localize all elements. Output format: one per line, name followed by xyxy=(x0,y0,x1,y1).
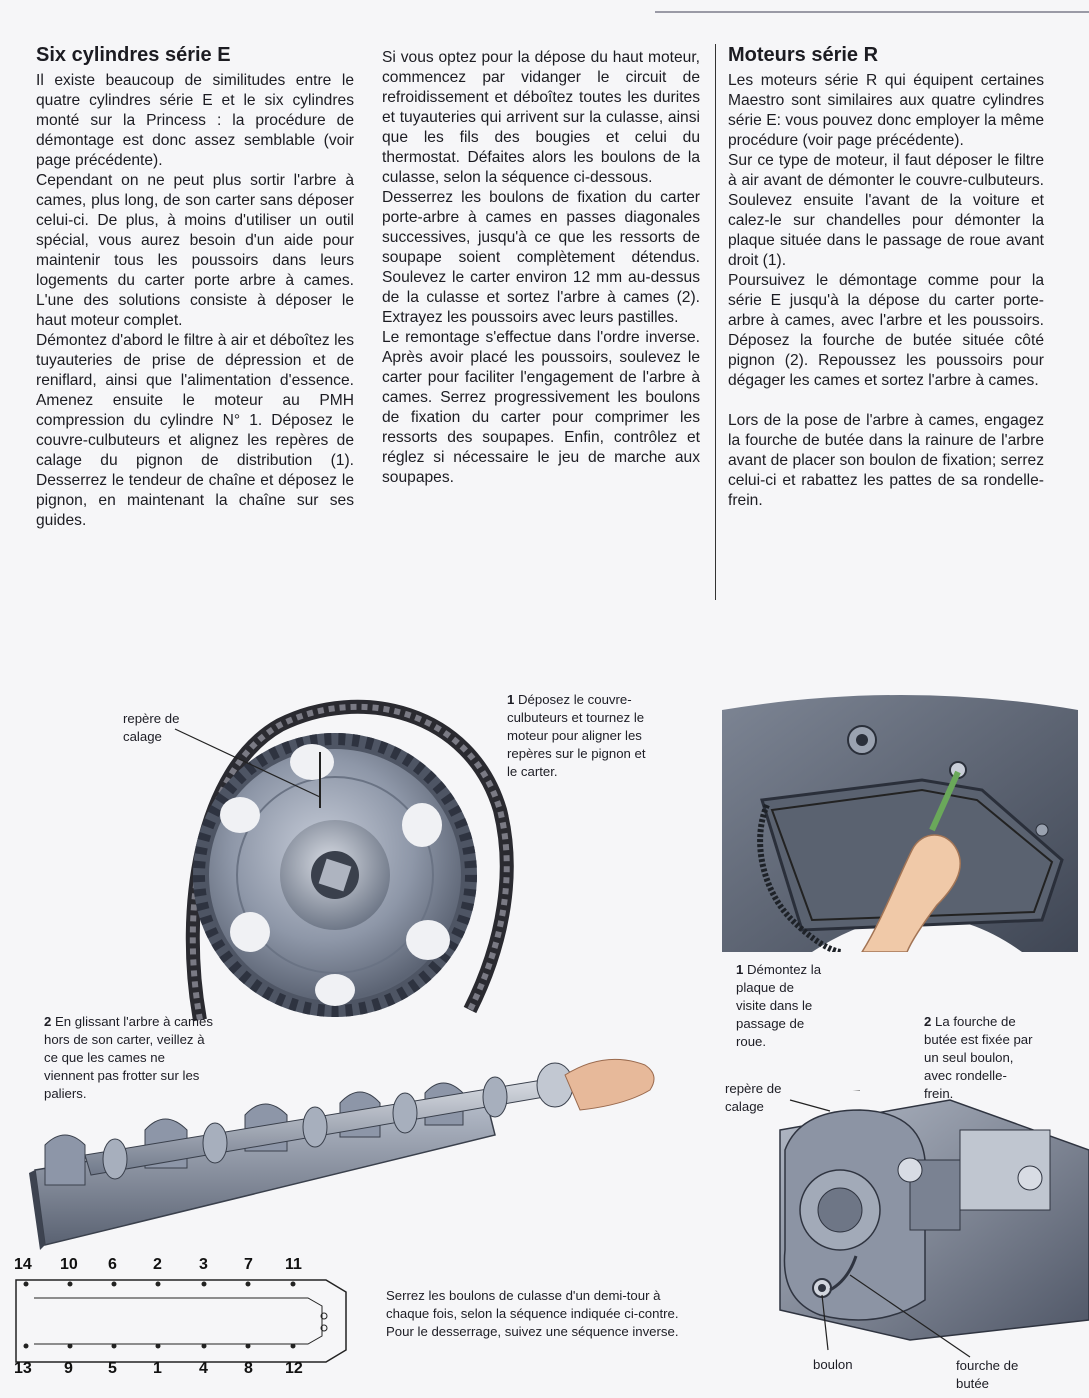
sequence-number: 9 xyxy=(64,1360,73,1377)
sequence-number: 14 xyxy=(14,1256,32,1273)
paragraph: Le remontage s'effectue dans l'ordre inverse. Après avoir placé les poussoirs, soulevez le carter pour faciliter l'engagement de l'arbre à cames. Serrez progressivement les boulons de fixation du carter pour comprimer les ressorts des soupapes. Enfin, contrôlez et réglez si nécessaire le jeu de marche aux soupapes. xyxy=(382,329,700,486)
paragraph: Desserrez les boulons de fixation du carter porte-arbre à cames en passes diagonales successives, jusqu'à ce que les ressorts de soupape soient complètement détendus. Soulevez le carter environ 12 mm au-dessus de la culasse et sortez l'arbre à cames (2). Extrayez les poussoirs avec leurs pastilles. xyxy=(382,189,700,326)
wheel-arch-plate-illustration xyxy=(722,690,1078,952)
sequence-number: 4 xyxy=(199,1360,208,1377)
column-divider xyxy=(715,44,716,600)
label-timing-mark: repère de calage xyxy=(725,1081,782,1114)
caption-bolt-sequence: Serrez les boulons de culasse d'un demi-tour à chaque fois, selon la séquence indiquée ci-contre. Pour le desserrage, suivez une séquence inverse. xyxy=(386,1288,679,1339)
caption-text: La fourche de butée est fixée par un seul boulon, avec rondelle-frein. xyxy=(924,1014,1033,1101)
middle-column xyxy=(382,48,700,488)
sequence-number: 11 xyxy=(285,1256,302,1273)
camshaft-carrier-illustration xyxy=(25,1055,665,1250)
paragraph: Sur ce type de moteur, il faut déposer le filtre à air avant de démonter le couvre-culbuteurs. Soulevez ensuite l'avant de la voiture et calez-le sur chandelles pour démonter la plaque située dans le passage de roue avant droit (1). xyxy=(728,152,1044,269)
caption-number: 1 xyxy=(507,692,515,707)
sequence-number: 12 xyxy=(285,1360,303,1377)
sequence-number: 6 xyxy=(108,1256,117,1273)
sequence-number: 2 xyxy=(153,1256,162,1273)
paragraph: Lors de la pose de l'arbre à cames, engagez la fourche de butée dans la rainure de l'arbre avant de placer son boulon de fixation; serrez celui-ci et rabattez les pattes de sa rondelle-frein. xyxy=(728,412,1044,509)
paragraph: Démontez d'abord le filtre à air et déboîtez les tuyauteries de prise de dépression et de reniflard, ainsi que l'alimentation d'essence. Amenez ensuite le moteur au PMH compression du cylindre N° 1. Déposez le couvre-culbuteurs et alignez les repères de calage du pignon de distribution (1). Desserrez le tendeur de chaîne et déposez le pignon, en maintenant la chaîne sur ses guides. xyxy=(36,332,354,529)
label-stop-fork: fourche de butée xyxy=(956,1358,1019,1391)
leader-line xyxy=(170,725,330,805)
leader-lines xyxy=(770,1095,1030,1365)
paragraph: Si vous optez pour la dépose du haut moteur, commencez par vidanger le circuit de refroidissement et déboîtez toutes les durites et tuyauteries qui arrivent sur la culasse, ainsi que les fils des bougies et celui du thermostat. Défaites alors les boulons de la culasse, selon la séquence ci-dessous. xyxy=(382,49,700,186)
heading-six-cylinders: Six cylindres série E xyxy=(36,44,231,66)
label-timing-mark: repère de calage xyxy=(123,711,180,744)
left-column xyxy=(36,43,354,531)
sequence-number: 7 xyxy=(244,1256,253,1273)
caption-text: Démontez la plaque de visite dans le passage de roue. xyxy=(736,962,822,1049)
sequence-number: 10 xyxy=(60,1256,78,1273)
caption-sprocket xyxy=(507,691,657,781)
caption-plate xyxy=(736,961,826,1051)
paragraph: Les moteurs série R qui équipent certaines Maestro sont similaires aux quatre cylindres série E: vous pouvez donc employer la même procédure (voir page précédente). xyxy=(728,72,1044,149)
caption-text: Déposez le couvre-culbuteurs et tournez le moteur pour aligner les repères sur le pignon et le carter. xyxy=(507,692,646,779)
sequence-number: 3 xyxy=(199,1256,208,1273)
caption-text: En glissant l'arbre à cames hors de son carter, veillez à ce que les cames ne viennent pas frotter sur les paliers. xyxy=(44,1014,213,1101)
heading-r-series: Moteurs série R xyxy=(728,44,879,66)
sequence-number: 8 xyxy=(244,1360,253,1377)
sequence-number: 5 xyxy=(108,1360,117,1377)
paragraph: Cependant on ne peut plus sortir l'arbre à cames, plus long, de son carter sans déposer celui-ci. De plus, à moins d'utiliser un outil spécial, vous aurez besoin d'un aide pour maintenir tous les poussoirs dans leurs logements du carter porte arbre à cames. L'une des solutions consiste à déposer le haut moteur complet. xyxy=(36,172,354,329)
paragraph: Il existe beaucoup de similitudes entre le quatre cylindres série E et le six cylindres monté sur la Princess : la procédure de démontage est donc assez semblable (voir page précédente). xyxy=(36,72,354,169)
caption-number: 2 xyxy=(924,1014,932,1029)
sequence-number: 13 xyxy=(14,1360,32,1377)
paragraph: Poursuivez le démontage comme pour la série E jusqu'à la dépose du carter porte-arbre à cames, avec l'arbre et les poussoirs. Déposez la fourche de butée située côté pignon (2). Repoussez les poussoirs pour dégager les cames et sortez l'arbre à cames. xyxy=(728,272,1044,389)
right-column xyxy=(728,43,1044,511)
label-bolt: boulon xyxy=(813,1357,853,1372)
sequence-number: 1 xyxy=(153,1360,162,1377)
caption-number: 2 xyxy=(44,1014,52,1029)
top-rule xyxy=(655,11,1089,13)
caption-number: 1 xyxy=(736,962,744,977)
